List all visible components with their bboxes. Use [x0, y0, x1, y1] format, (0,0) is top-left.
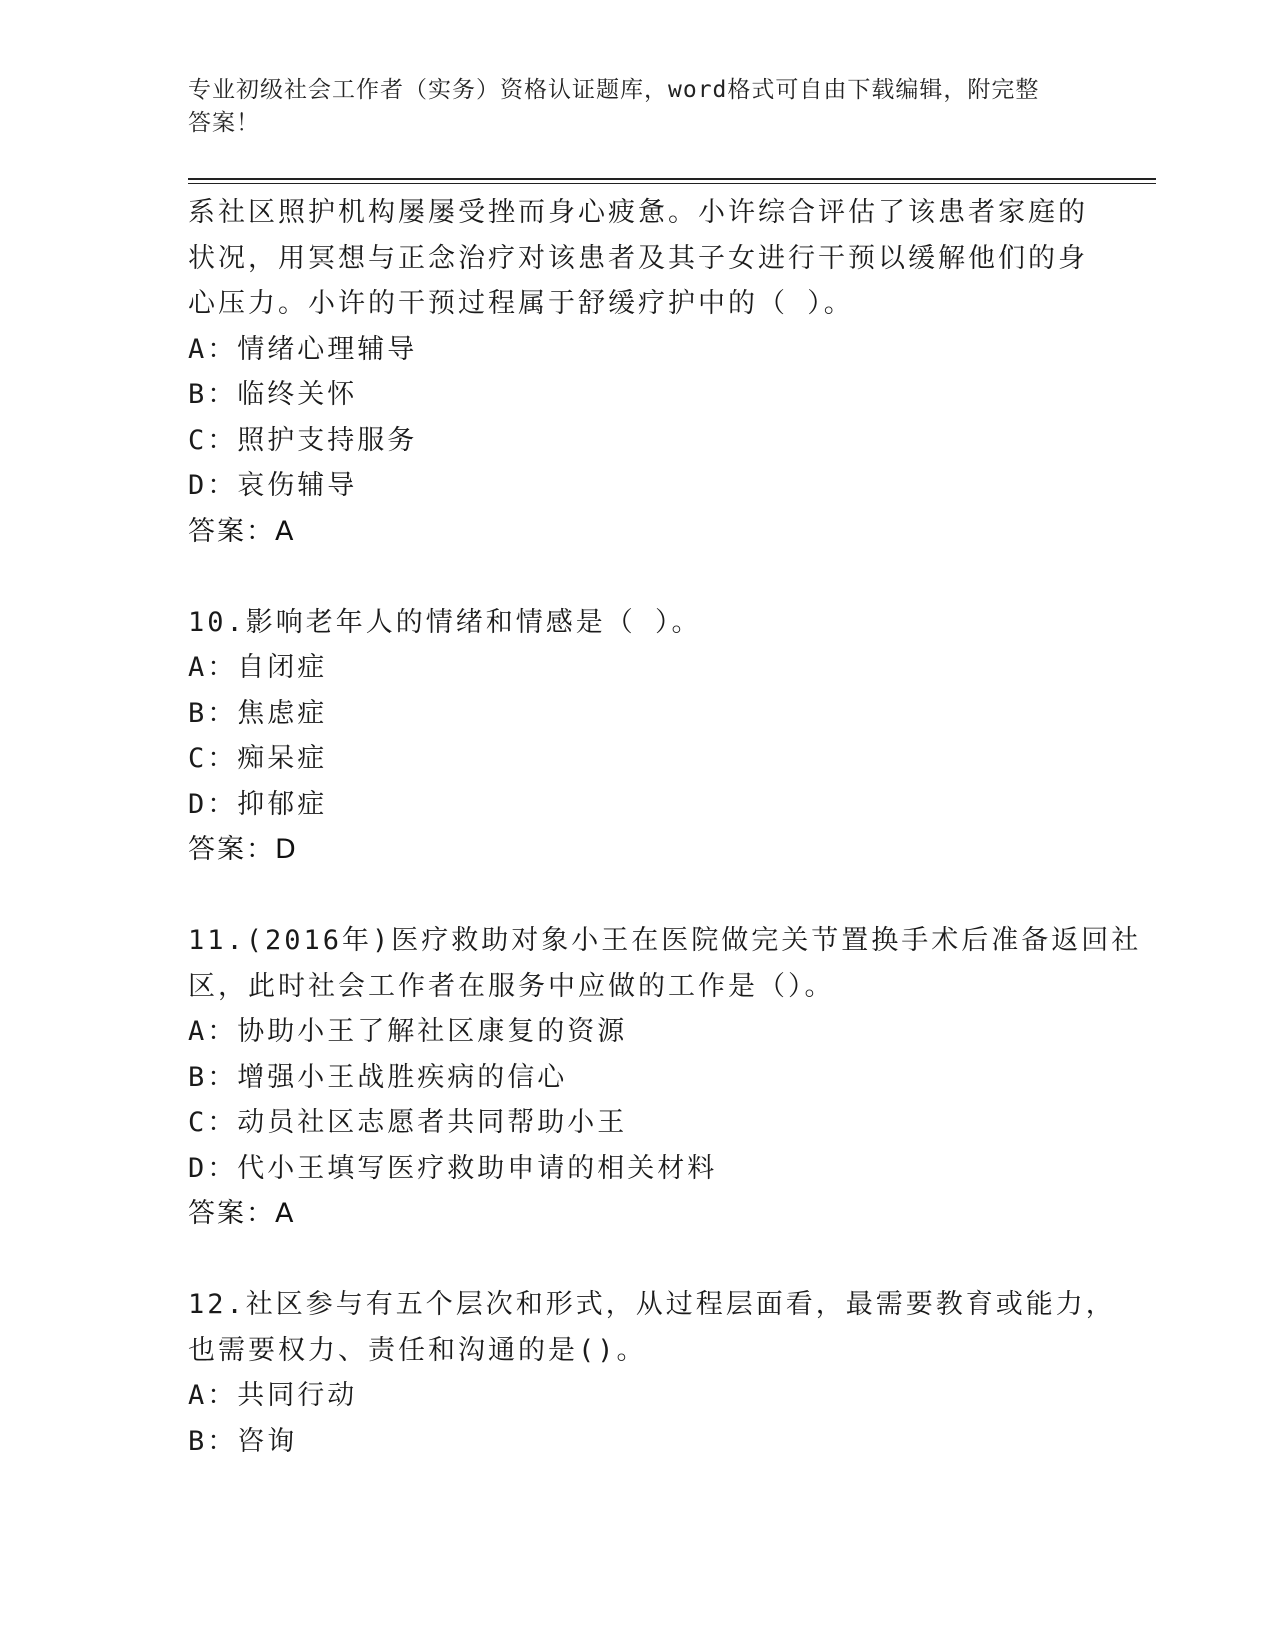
question-10-stem-line-1: 10.影响老年人的情绪和情感是（ ）。 [188, 606, 702, 638]
question-10-option-d: D：抑郁症 [188, 788, 328, 820]
question-9 [188, 190, 1108, 554]
question-11-option-b: B：增强小王战胜疾病的信心 [188, 1061, 568, 1093]
question-10-option-a: A：自闭症 [188, 652, 328, 683]
header-rule-thin [188, 183, 1156, 184]
question-12-option-a: A：共同行动 [188, 1380, 358, 1411]
header-line-1: 专业初级社会工作者（实务）资格认证题库，word格式可自由下载编辑，附完整 [188, 77, 1040, 103]
question-11-stem-line-1: 11.(2016年)医疗救助对象小王在医院做完关节置换手术后准备返回社 [188, 925, 1142, 956]
question-content [188, 190, 1142, 1464]
question-9-option-d: D：哀伤辅导 [188, 470, 358, 501]
question-spacer [188, 1237, 1108, 1283]
question-10-option-c: C：痴呆症 [188, 743, 328, 774]
question-11-option-c: C：动员社区志愿者共同帮助小王 [188, 1107, 628, 1138]
question-9-option-b: B：临终关怀 [188, 379, 358, 410]
question-11-answer: 答案：A [188, 1198, 296, 1229]
question-9-stem-line-3: 心压力。小许的干预过程属于舒缓疗护中的（ ）。 [188, 288, 854, 319]
question-9-answer: 答案：A [188, 515, 296, 547]
question-9-stem-line-2: 状况，用冥想与正念治疗对该患者及其子女进行干预以缓解他们的身 [188, 242, 1088, 274]
question-10 [188, 600, 1108, 873]
question-spacer [188, 554, 1108, 600]
question-12-option-b: B：咨询 [188, 1425, 298, 1457]
header-line-2: 答案！ [188, 110, 260, 136]
question-9-stem-line-1: 系社区照护机构屡屡受挫而身心疲惫。小许综合评估了该患者家庭的 [188, 197, 1088, 228]
question-12-stem-line-1: 12.社区参与有五个层次和形式，从过程层面看，最需要教育或能力， [188, 1289, 1116, 1320]
question-9-option-a: A：情绪心理辅导 [188, 333, 418, 365]
question-11-option-a: A：协助小王了解社区康复的资源 [188, 1016, 628, 1047]
document-header [188, 74, 1088, 140]
question-12-stem-line-2: 也需要权力、责任和沟通的是()。 [188, 1334, 647, 1366]
question-9-option-c: C：照护支持服务 [188, 424, 418, 456]
question-10-option-b: B：焦虑症 [188, 697, 328, 729]
question-11 [188, 918, 1142, 1237]
question-10-answer: 答案：D [188, 834, 298, 865]
question-11-option-d: D：代小王填写医疗救助申请的相关材料 [188, 1152, 718, 1184]
question-11-stem-line-2: 区，此时社会工作者在服务中应做的工作是（）。 [188, 970, 835, 1002]
question-12 [188, 1282, 1116, 1464]
question-spacer [188, 873, 1108, 919]
header-rule-thick [188, 178, 1156, 180]
